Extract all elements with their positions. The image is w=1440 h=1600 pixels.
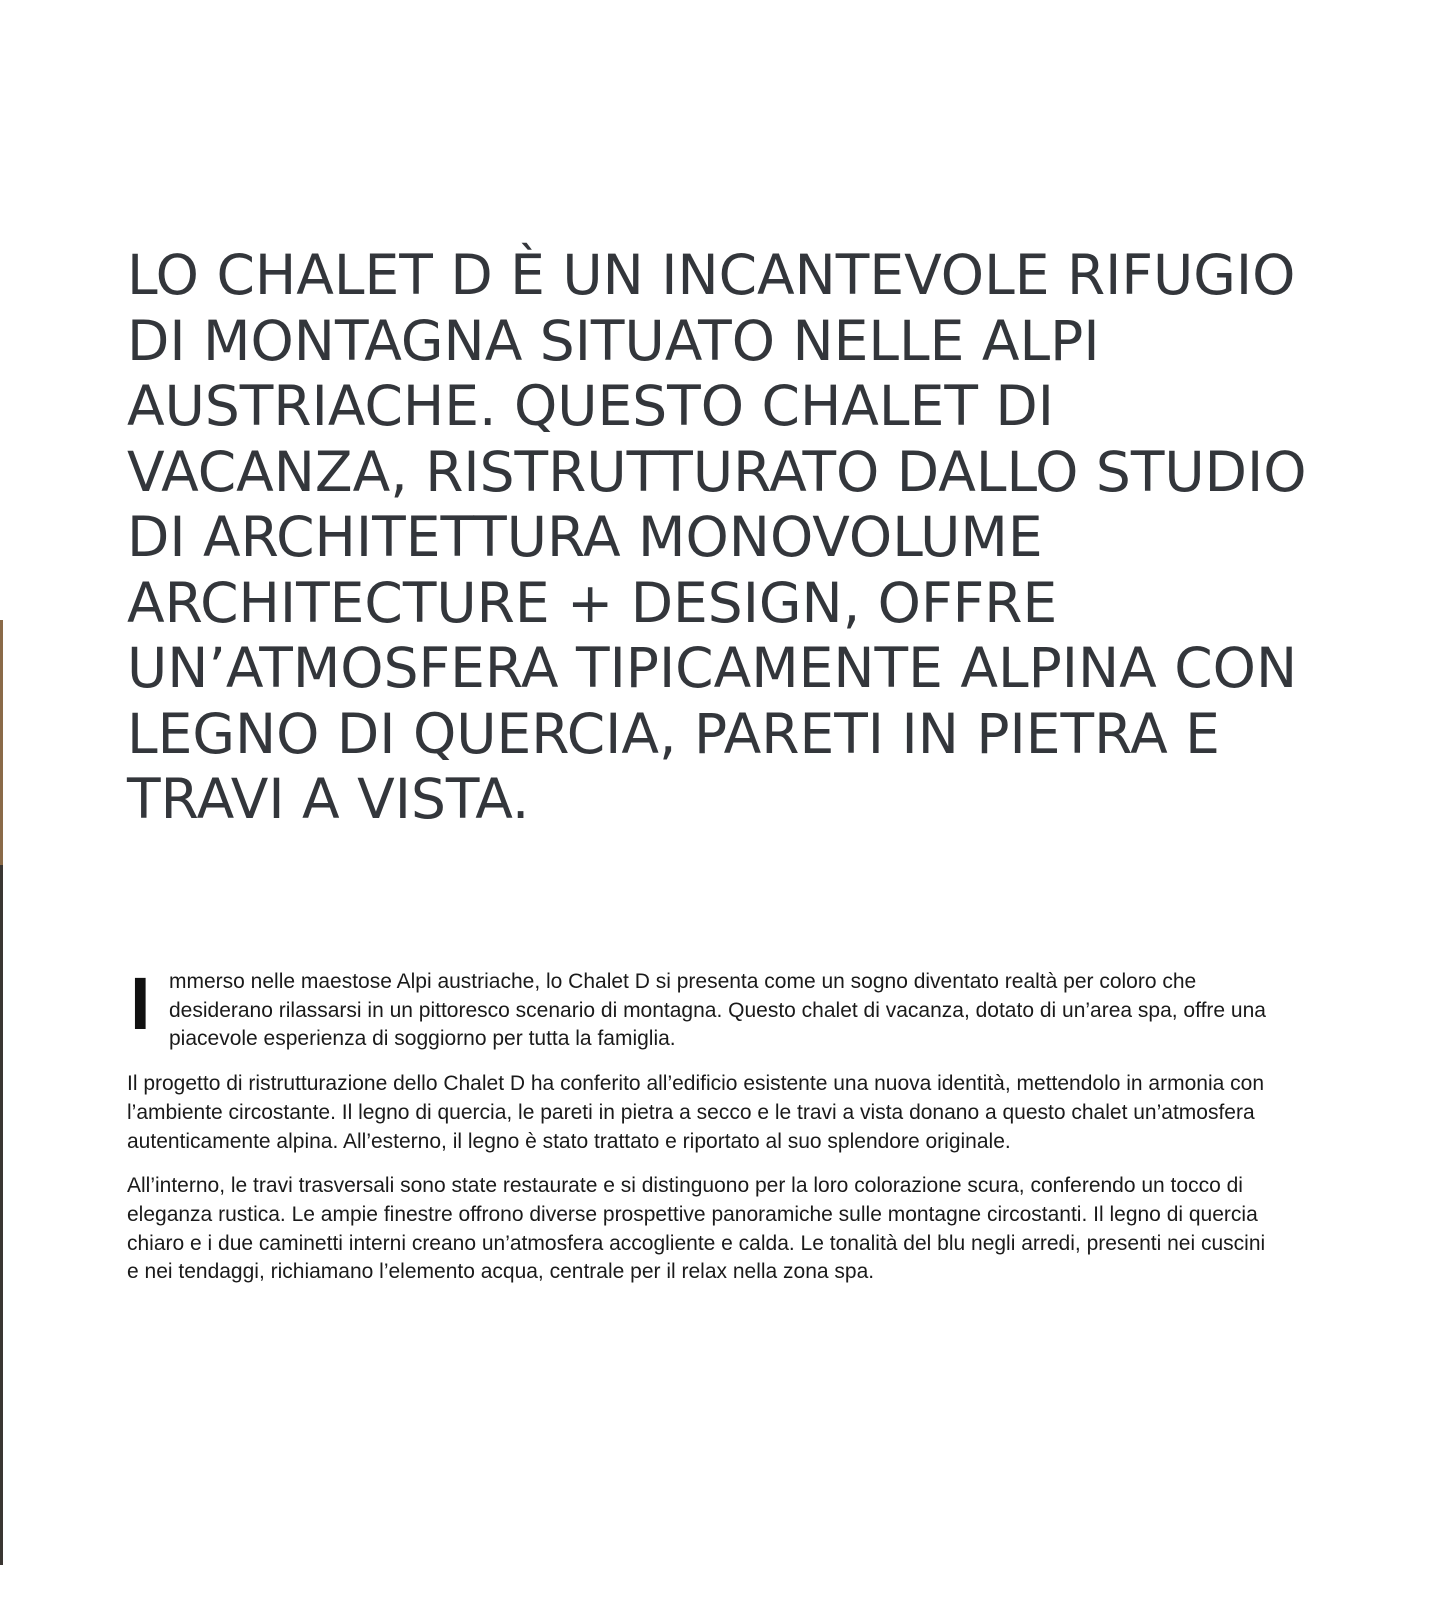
paragraph-renovation: Il progetto di ristrutturazione dello Chalet D ha conferito all’edificio esistente una nuova identità, mettendolo in armonia con l’ambiente circostante. Il legno di quercia, le pareti in pietra a secco e le travi a vista donano a questo chalet un’atmosfera autenticamente alpina. All’esterno, il legno è stato trattato e riportato al suo splendore originale. — [127, 1072, 1264, 1153]
paragraph-interior: All’interno, le travi trasversali sono state restaurate e si distinguono per la loro colorazione scura, conferendo un tocco di eleganza rustica. Le ampie finestre offrono diverse prospettive panoramiche sulle montagne circostanti. Il legno di quercia chiaro e i due caminetti interni creano un’atmosfera accogliente e calda. Le tonalità del blu negli arredi, presenti nei cuscini e nei tendaggi, richiamano l’elemento acqua, centrale per il relax nella zona spa. — [127, 1174, 1266, 1284]
adjacent-page-photo-edge-dark — [0, 865, 3, 1565]
adjacent-page-photo-edge — [0, 620, 3, 865]
intro-paragraph — [127, 962, 1277, 1054]
drop-cap: I — [130, 962, 151, 1045]
headline: LO CHALET D È UN INCANTEVOLE RIFUGIO DI MONTAGNA SITUATO NELLE ALPI AUSTRIACHE. QUESTO CHALET DI VACANZA, RISTRUTTURATO DALLO STUDIO DI ARCHITETTURA MONOVOLUME ARCHITECTURE + DESIGN, OFFRE UN’ATMOSFERA TIPICAMENTE ALPINA CON LEGNO DI QUERCIA, PARETI IN PIETRA E TRAVI A VISTA. — [127, 243, 1307, 831]
intro-text: mmerso nelle maestose Alpi austriache, lo Chalet D si presenta come un sogno diventato realtà per coloro che desiderano rilassarsi in un pittoresco scenario di montagna. Questo chalet di vacanza, dotato di un’area spa, offre una piacevole esperienza di soggiorno per tutta la famiglia. — [169, 970, 1266, 1051]
article-body — [127, 962, 1277, 1303]
